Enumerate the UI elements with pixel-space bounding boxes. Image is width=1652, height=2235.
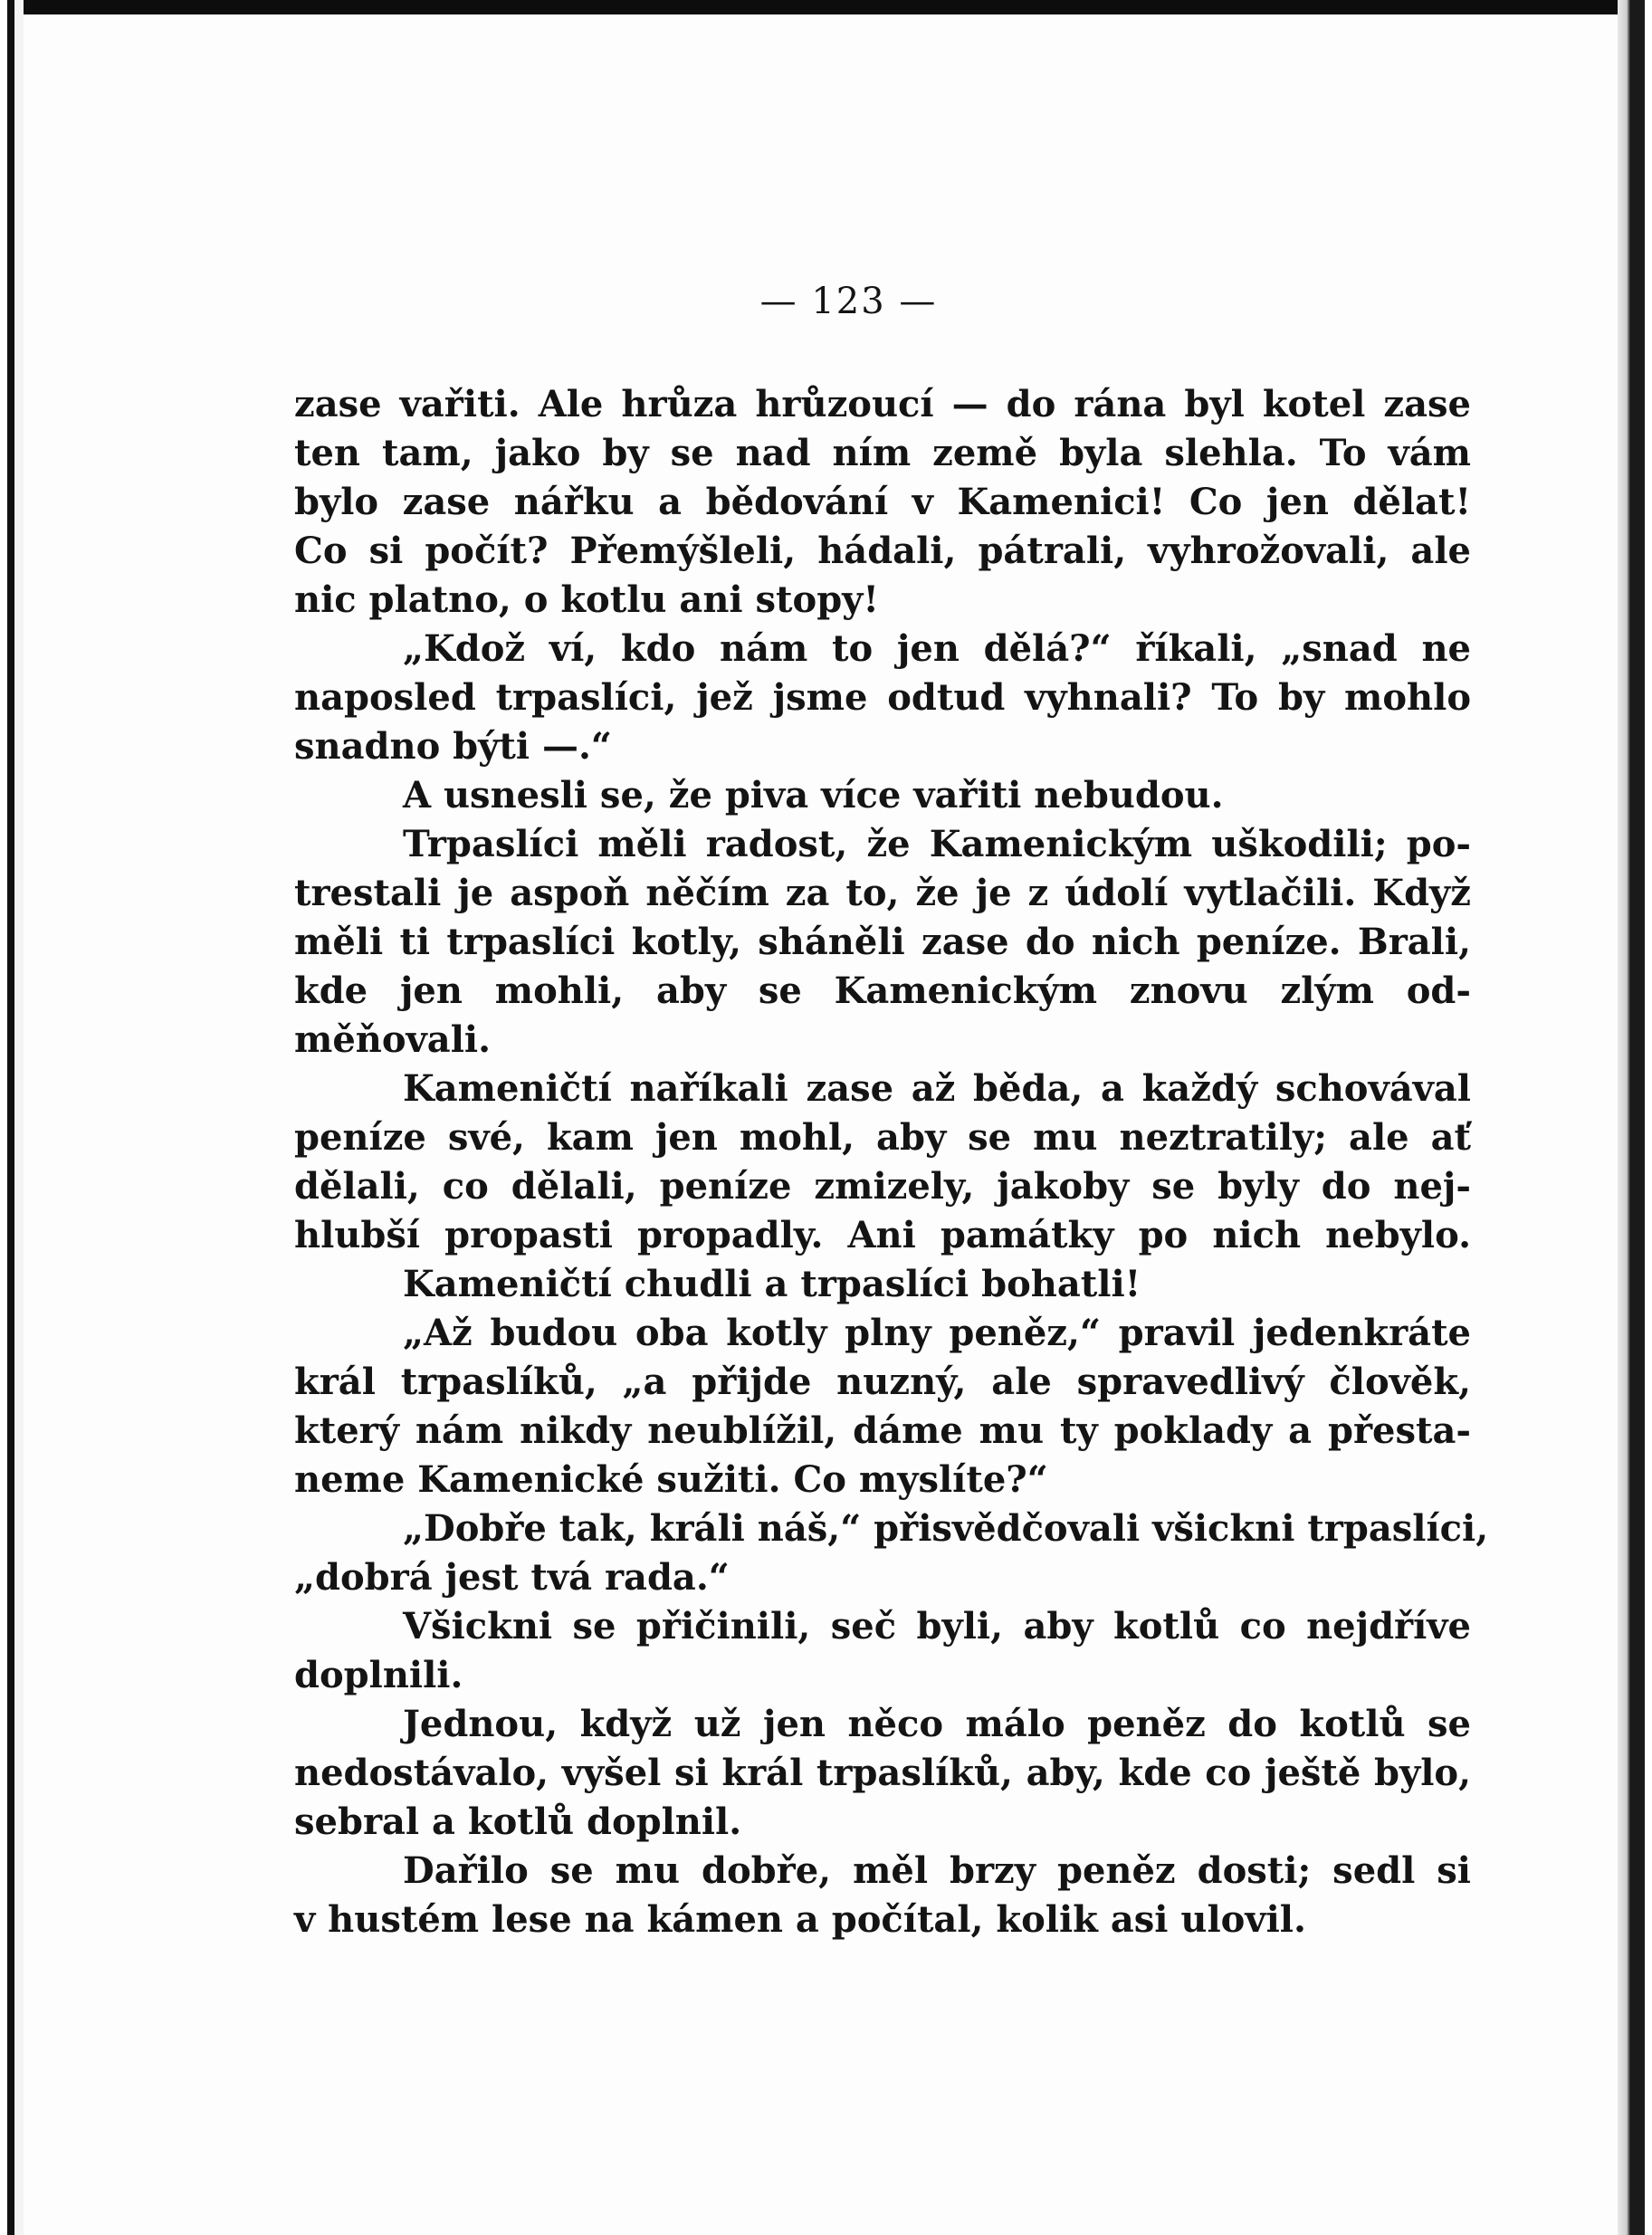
text-line: trestali je aspoň něčím za to, že je z údolí vytlačili. Když [294,872,1471,914]
text-line: Kameničtí naříkali zase až běda, a každý schovával [403,1067,1471,1110]
scan-edge-left [0,0,24,2235]
page-number: — 123 — [759,281,938,322]
scan-edge-right [1618,0,1652,2235]
text-line: Co si počít? Přemýšleli, hádali, pátrali, vyhrožovali, ale [294,530,1471,572]
text-line: dělali, co dělali, peníze zmizely, jakoby se byly do nej- [294,1165,1471,1208]
text-line: hlubší propasti propadly. Ani památky po nich nebylo. [294,1214,1471,1256]
text-line: Trpaslíci měli radost, že Kamenickým uškodili; po- [403,823,1471,865]
text-line: snadno býti —.“ [294,725,612,768]
text-line: bylo zase nářku a bědování v Kamenici! Co jen dělat! [294,481,1471,523]
text-line: v hustém lese na kámen a počítal, kolik asi ulovil. [294,1898,1306,1941]
text-line: doplnili. [294,1654,463,1696]
text-line: neme Kamenické sužiti. Co myslíte?“ [294,1458,1048,1501]
text-line: „Až budou oba kotly plny peněz,“ pravil jedenkráte [403,1312,1471,1354]
text-line: „Dobře tak, králi náš,“ přisvědčovali všickni trpaslíci, [403,1507,1489,1550]
text-line: ten tam, jako by se nad ním země byla slehla. To vám [294,432,1471,474]
body-text [294,380,1489,1944]
text-line: zase vařiti. Ale hrůza hrůzoucí — do rána byl kotel zase [294,383,1471,425]
text-line: peníze své, kam jen mohl, aby se mu neztratily; ale ať [294,1116,1471,1159]
text-line: Všickni se přičinili, seč byli, aby kotlů co nejdříve [403,1605,1471,1648]
text-line: měňovali. [294,1018,492,1061]
text-line: král trpaslíků, „a přijde nuzný, ale spravedlivý člověk, [294,1361,1471,1403]
text-line: Kameničtí chudli a trpaslíci bohatli! [403,1263,1141,1305]
text-line: Jednou, když už jen něco málo peněz do kotlů se [403,1703,1471,1745]
text-line: naposled trpaslíci, jež jsme odtud vyhnali? To by mohlo [294,676,1471,719]
text-line: Dařilo se mu dobře, měl brzy peněz dosti; sedl si [403,1849,1471,1892]
text-line: nic platno, o kotlu ani stopy! [294,578,879,621]
text-line: „dobrá jest tvá rada.“ [294,1556,730,1599]
scan-edge-top [18,0,1620,14]
text-line: sebral a kotlů doplnil. [294,1800,742,1843]
text-line: který nám nikdy neublížil, dáme mu ty poklady a přesta- [294,1409,1471,1452]
text-line: nedostávalo, vyšel si král trpaslíků, aby, kde co ještě bylo, [294,1752,1471,1794]
text-line: měli ti trpaslíci kotly, sháněli zase do nich peníze. Brali, [294,921,1471,963]
text-line: kde jen mohli, aby se Kamenickým znovu zlým od- [294,969,1471,1012]
text-line: A usnesli se, že piva více vařiti nebudou. [403,774,1224,817]
text-line: „Kdož ví, kdo nám to jen dělá?“ říkali, „snad ne [403,627,1471,670]
